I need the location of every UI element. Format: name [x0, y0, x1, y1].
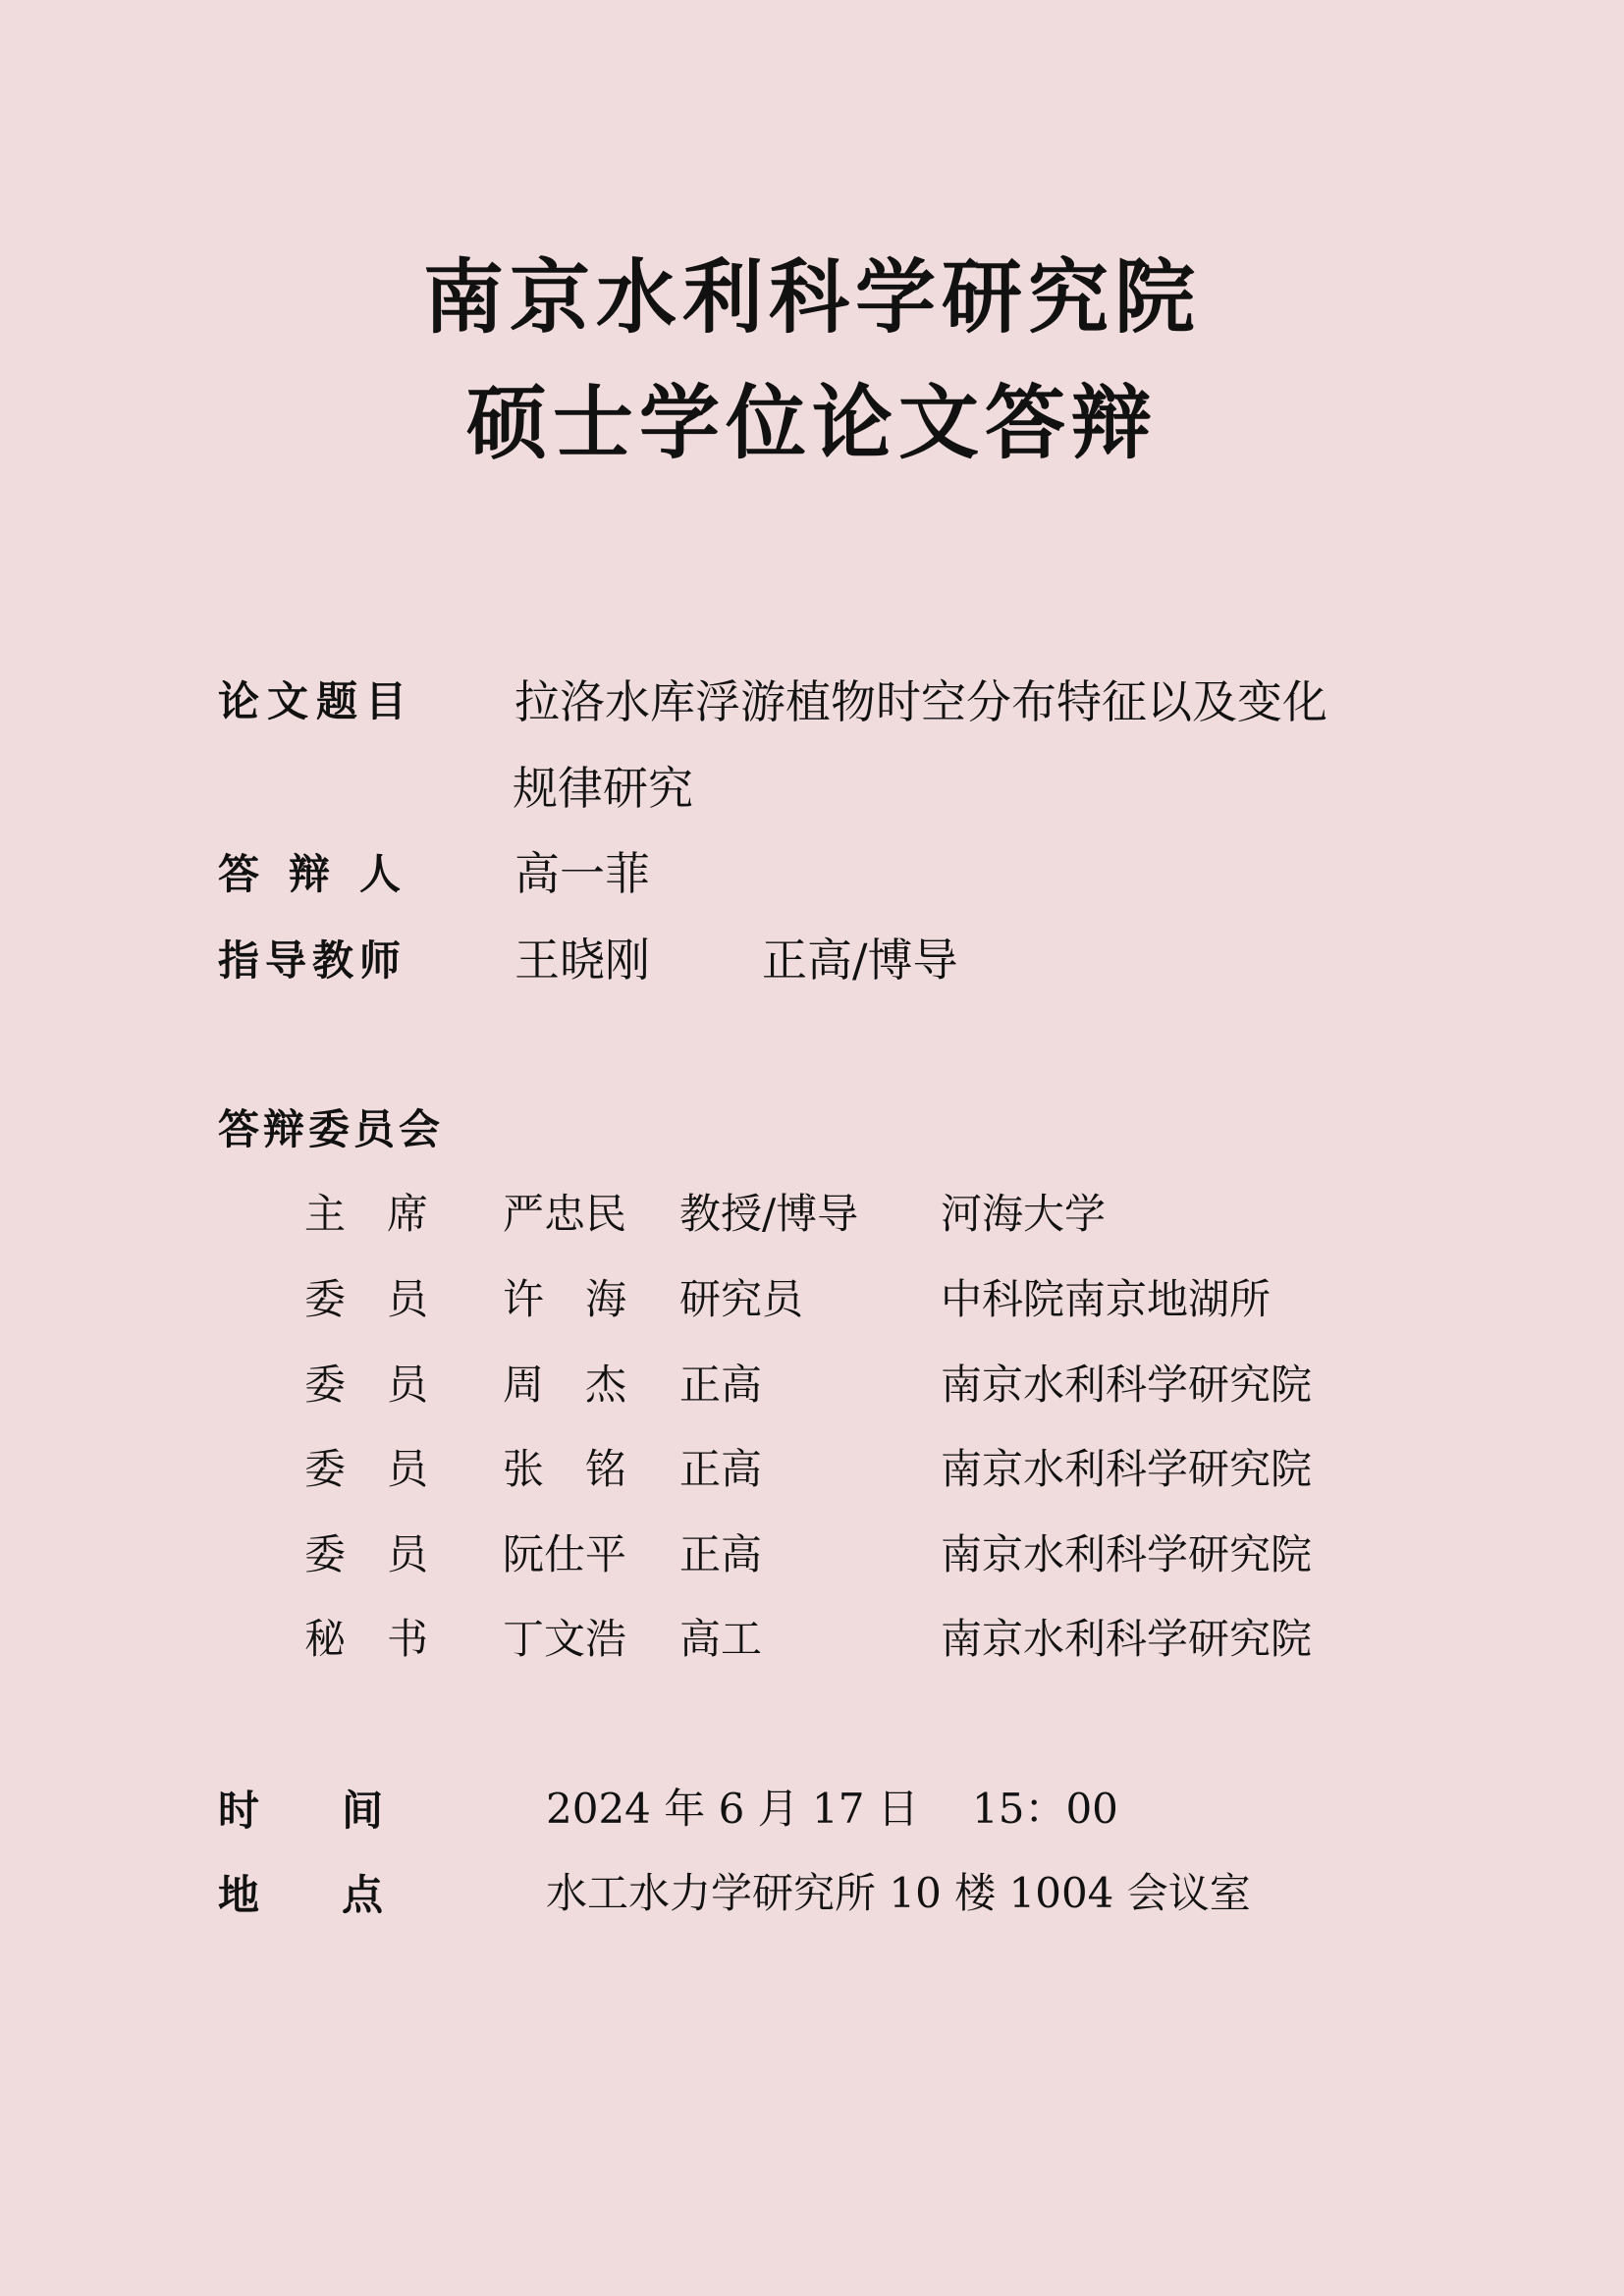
member-org: 中科院南京地湖所	[941, 1275, 1272, 1323]
candidate-name: 高一菲	[514, 847, 650, 900]
member-org: 南京水利科学研究院	[941, 1530, 1313, 1578]
member-role: 委 员	[304, 1530, 429, 1578]
advisor-name: 王晓刚	[514, 934, 650, 987]
member-role: 委 员	[304, 1445, 429, 1493]
member-role: 委 员	[304, 1361, 429, 1409]
member-org: 河海大学	[941, 1190, 1107, 1238]
member-title: 教授/博导	[679, 1190, 859, 1238]
advisor-label: 指导教师	[218, 936, 407, 985]
member-title: 正高	[679, 1530, 763, 1578]
candidate-label: 答辩人	[218, 850, 431, 898]
advisor-title: 正高/博导	[762, 934, 958, 987]
defense-date: 2024 年 6 月 17 日	[546, 1785, 919, 1833]
member-title: 正高	[679, 1445, 763, 1493]
member-name: 阮仕平	[503, 1530, 627, 1578]
member-title: 研究员	[679, 1275, 804, 1323]
member-role: 主 席	[304, 1190, 429, 1238]
committee-label: 答辩委员会	[218, 1105, 445, 1153]
member-org: 南京水利科学研究院	[941, 1361, 1313, 1409]
time-label: 时 间	[218, 1787, 384, 1835]
member-org: 南京水利科学研究院	[941, 1445, 1313, 1493]
thesis-title-line1: 拉洛水库浮游植物时空分布特征以及变化	[514, 675, 1327, 728]
member-role: 秘 书	[304, 1615, 429, 1663]
member-title: 正高	[679, 1361, 763, 1409]
defense-time: 15：00	[972, 1785, 1118, 1833]
member-name: 丁文浩	[503, 1615, 627, 1663]
defense-title: 硕士学位论文答辩	[465, 376, 1158, 470]
thesis-title-line2: 规律研究	[513, 762, 693, 815]
member-name: 许 海	[503, 1275, 627, 1323]
member-name: 严忠民	[503, 1190, 627, 1238]
member-org: 南京水利科学研究院	[941, 1615, 1313, 1663]
institute-title: 南京水利科学研究院	[422, 250, 1201, 345]
defense-place: 水工水力学研究所 10 楼 1004 会议室	[546, 1869, 1251, 1917]
member-title: 高工	[679, 1615, 763, 1663]
member-name: 张 铭	[503, 1445, 627, 1493]
member-name: 周 杰	[503, 1361, 627, 1409]
member-role: 委 员	[304, 1275, 429, 1323]
thesis-label: 论文题目	[218, 677, 415, 725]
place-label: 地 点	[218, 1871, 384, 1919]
